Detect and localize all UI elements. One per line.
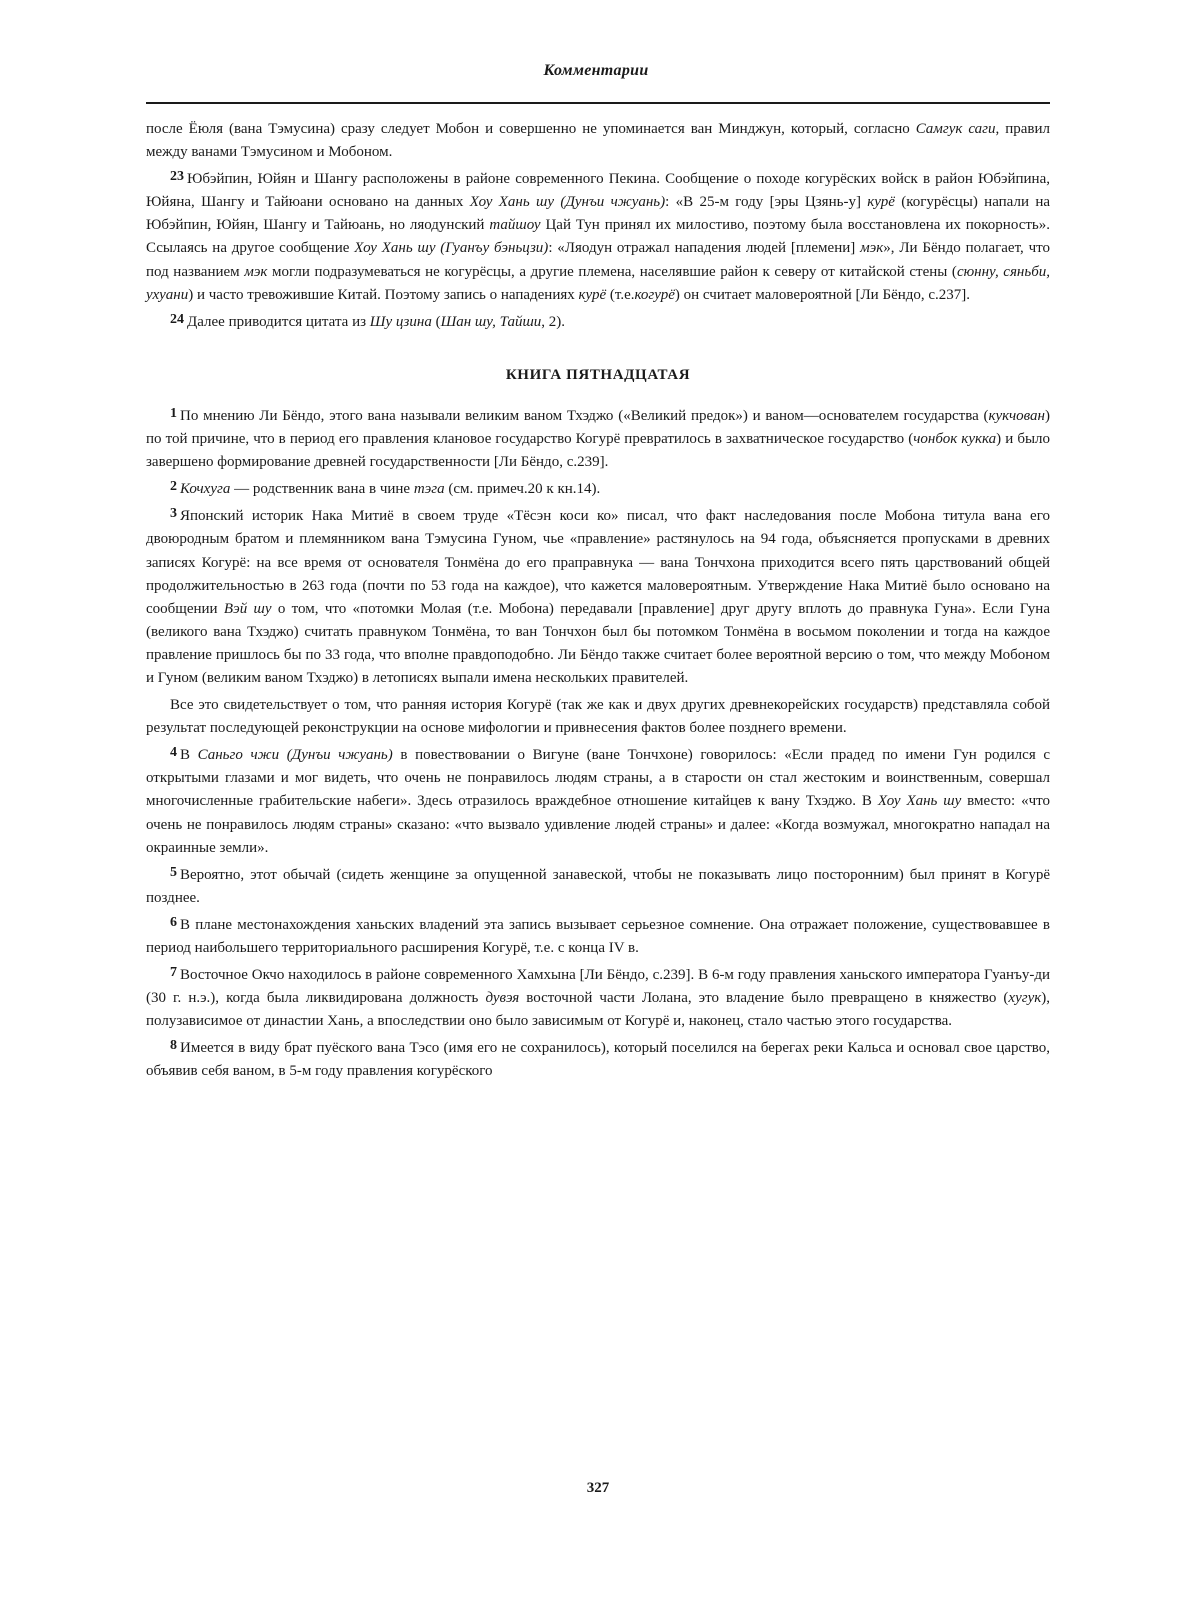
section-title: КНИГА ПЯТНАДЦАТАЯ <box>505 366 691 383</box>
summary-paragraph: Все это свидетельствует о том, что ранняя история Когурё (так же как и двух других древнекорейских государств) представляла собой результат последующей реконструкции на основе мифологии и привнесения фактов более позднего времени. <box>146 697 1050 737</box>
footnote-23: $^{23}$ Юбэйпин, Юйян и Шангу расположены в районе современного Пекина. Сообщение о походе когурёских войск в район Юбэйпина, Юйяна, Шангу и Тайюани основано на данных Хоу Хань шу (Дунъи чжуань): «В 25-м году [эры Цзянь-у] курё (когурёсцы) напали на Юбэйпин, Юйян, Шангу и Тайюань, но ляодунский тайшоу Цай Тун принял их милостиво, поэтому была восстановлена их покорность». Ссылаясь на другое сообщение Хоу Хань шу (Гуанъу бэньцзи): «Ляодун отражал нападения людей [племени] мэк», Ли Бёндо полагает, что под названием мэк могли подразумеваться не когурёсцы, а другие племена, населявшие район к северу от китайской стены (сюнну, сяньби, ухуани) и часто тревожившие Китай. Поэтому запись о нападениях курё (т.е.когурё) он считает маловероятной [Ли Бёндо, с.237]. <box>146 169 1051 303</box>
footnote-number: 2 <box>170 479 177 495</box>
footnote-number: 7 <box>170 965 177 981</box>
notes-previous-book <box>146 168 1050 334</box>
footnote-7: $^7$ Восточное Окчо находилось в районе современного Хамхына [Ли Бёндо, с.239]. В 6-м году правления ханьского императора Гуанъу-ди (30 г. н.э.), когда была ликвидирована должность дувэя восточной части Лолана, это владение было превращено в княжество (хугук), полузависимое от династии Хань, а впоследствии оно было зависимым от Когурё и, наконец, стало частью этого государства. <box>146 965 1050 1030</box>
footnote-number: 8 <box>170 1038 177 1054</box>
footnote-number: 5 <box>170 864 177 880</box>
footnote-8: $^8$ Имеется в виду брат пуёского вана Тэсо (имя его не сохранилось), который поселился на берегах реки Кальса и основал свое царство, объявив себя ваном, в 5-м году правления когурёского <box>146 1038 1050 1080</box>
header-rule <box>146 102 1050 104</box>
footnote-3: $^3$ Японский историк Нака Митиё в своем труде «Тёсэн коси ко» писал, что факт наследования после Мобона титула вана его двоюродным братом и племянником вана Тэмусина Гуном, чье «правление» растянулось на 94 года, объясняется пропусками в древних записях Когурё: на все время от основателя Тонмёна до его праправнука — вана Тончхона приходится всего пять царствований общей продолжительностью в 263 года (почти по 53 года на каждое), что кажется маловероятным. Утверждение Нака Митиё было основано на сообщении Вэй шу о том, что «потомки Молая (т.е. Мобона) передавали [правление] друг другу вплоть до правнука Гуна». Если Гуна (великого вана Тхэджо) считать правнуком Тонмёна, то ван Тончхон был бы потомком Тонмёна в восьмом поколении и тогда на каждое правление пришлось бы по 33 года, что вполне правдоподобно. Ли Бёндо также считает более вероятной версию о том, что между Мобоном и Гуном (великим ваном Тхэджо) в летописях выпали имена нескольких правителей. <box>146 506 1050 686</box>
continuation-paragraph: после Ёюля (вана Тэмусина) сразу следует Мобон и совершенно не упоминается ван Минджун, который, согласно Самгук саги, правил между ванами Тэмусином и Мобоном. <box>146 121 1050 161</box>
footnote-5: $^5$ Вероятно, этот обычай (сидеть женщине за опущенной занавеской, чтобы не показывать лицо посторонним) был принят в Когурё позднее. <box>146 864 1050 906</box>
notes-book-15-part-1 <box>146 405 1050 690</box>
footnote-24: $^{24}$ Далее приводится цитата из Шу цзина (Шан шу, Тайши, 2). <box>170 311 566 330</box>
footnote-number: 6 <box>170 914 177 930</box>
footnote-number: 4 <box>170 745 177 761</box>
footnote-number: 24 <box>170 311 184 327</box>
footnote-number: 3 <box>170 506 177 522</box>
footnote-number: 23 <box>170 169 184 185</box>
footnote-number: 1 <box>170 405 177 421</box>
footnote-1: $^1$ По мнению Ли Бёндо, этого вана называли великим ваном Тхэджо («Великий предок») и ваном—основателем государства (кукчован) по той причине, что в период его правления клановое государство Когурё превратилось в захватническое государство (чонбок кукка) и было завершено формирование древней государственности [Ли Бёндо, с.239]. <box>146 405 1051 471</box>
page-body <box>146 118 1050 1088</box>
page-number: 327 <box>586 1480 610 1496</box>
footnote-6: $^6$ В плане местонахождения ханьских владений эта запись вызывает серьезное сомнение. Она отражает положение, существовавшее в период наибольшего территориального расширения Когурё, т.е. с конца IV в. <box>146 914 1050 956</box>
footnote-4: $^4$ В Саньго чжи (Дунъи чжуань) в повествовании о Вигуне (ване Тончхоне) говорилось: «Если прадед по имени Гун родился с открытыми глазами и мог видеть, что очень не понравилось людям страны, а в старости он стал жестоким и воинственным, совершал многочисленные грабительские набеги». Здесь отразилось враждебное отношение китайцев к вану Тхэджо. В Хоу Хань шу вместо: «что очень не понравилось людям страны» сказано: «что вызвало удивление людей страны» и далее: «Когда возмужал, многократно нападал на окраинные земли». <box>146 745 1050 856</box>
footnote-2: $^2$ Кочхуга — родственник вана в чине тэга (см. примеч.20 к кн.14). <box>170 479 601 498</box>
running-title: Комментарии <box>543 62 649 79</box>
notes-book-15-part-2 <box>146 744 1050 1083</box>
